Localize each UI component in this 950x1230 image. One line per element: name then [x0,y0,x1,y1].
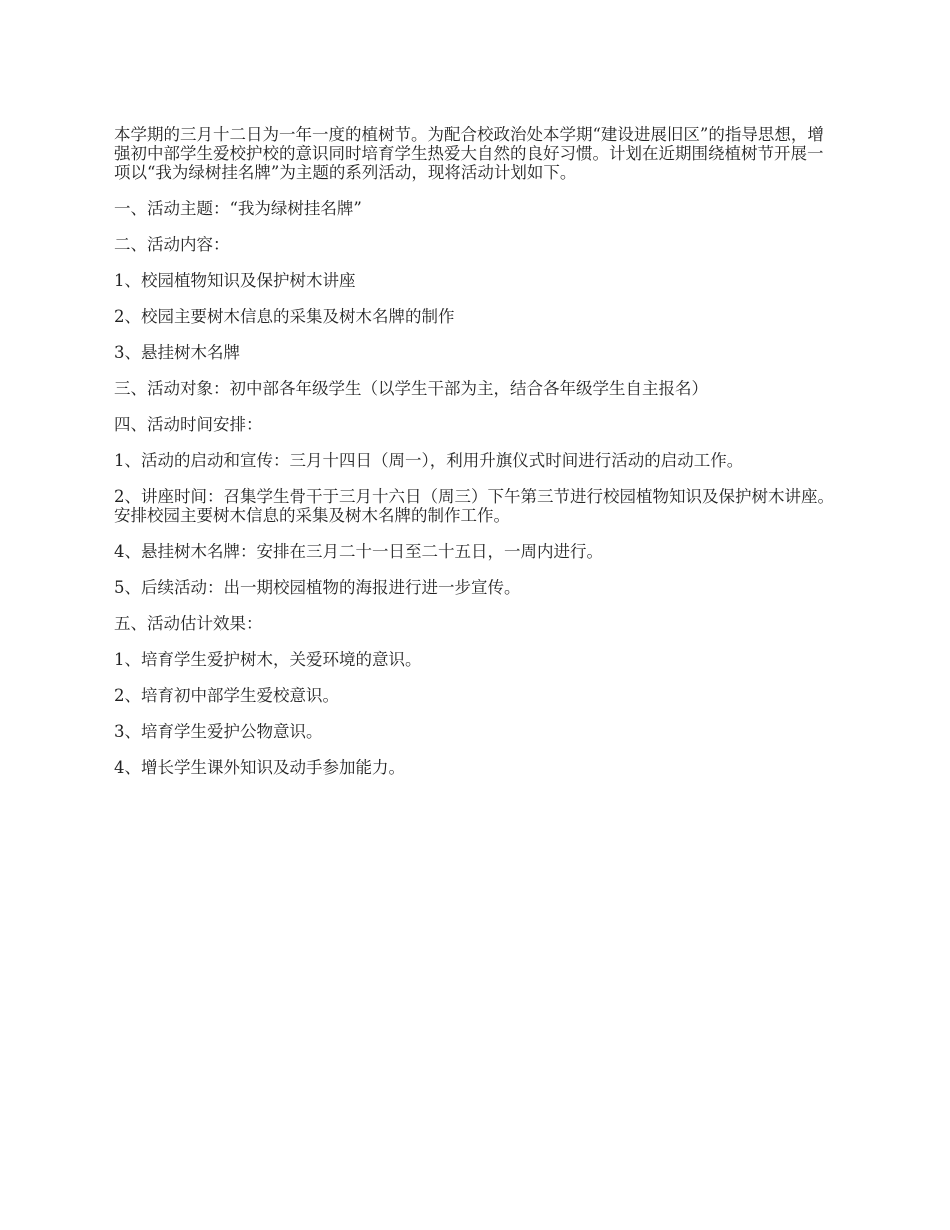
section-participants: 三、活动对象：初中部各年级学生（以学生干部为主，结合各年级学生自主报名） [114,379,708,398]
effect-item-3: 3、培育学生爱护公物意识。 [114,722,323,741]
schedule-item-4: 4、悬挂树木名牌：安排在三月二十一日至二十五日，一周内进行。 [114,542,603,561]
section-effects-heading: 五、活动估计效果： [114,614,263,633]
intro-paragraph: 本学期的三月十二日为一年一度的植树节。为配合校政治处本学期“建设进展旧区”的指导思想，增强初中部学生爱校护校的意识同时培育学生热爱大自然的良好习惯。计划在近期围绕植树节开展一项以“我为绿树挂名牌”为主题的系列活动，现将活动计划如下。 [114,125,824,182]
content-item-3: 3、悬挂树木名牌 [114,343,240,362]
effect-item-2: 2、培育初中部学生爱校意识。 [114,686,339,705]
schedule-item-5: 5、后续活动：出一期校园植物的海报进行进一步宣传。 [114,578,521,597]
section-content-heading: 二、活动内容： [114,235,230,254]
effect-item-1: 1、培育学生爱护树木，关爱环境的意识。 [114,650,422,669]
content-item-1: 1、校园植物知识及保护树木讲座 [114,271,356,290]
effect-item-4: 4、增长学生课外知识及动手参加能力。 [114,758,405,777]
section-theme: 一、活动主题：“我为绿树挂名牌” [114,199,362,218]
section-schedule-heading: 四、活动时间安排： [114,415,263,434]
schedule-item-2: 2、讲座时间：召集学生骨干于三月十六日（周三）下午第三节进行校园植物知识及保护树木讲座。安排校园主要树木信息的采集及树木名牌的制作工作。 [114,487,834,525]
document-body [114,125,834,794]
content-item-2: 2、校园主要树木信息的采集及树木名牌的制作 [114,307,455,326]
schedule-item-1: 1、活动的启动和宣传：三月十四日（周一），利用升旗仪式时间进行活动的启动工作。 [114,451,744,470]
